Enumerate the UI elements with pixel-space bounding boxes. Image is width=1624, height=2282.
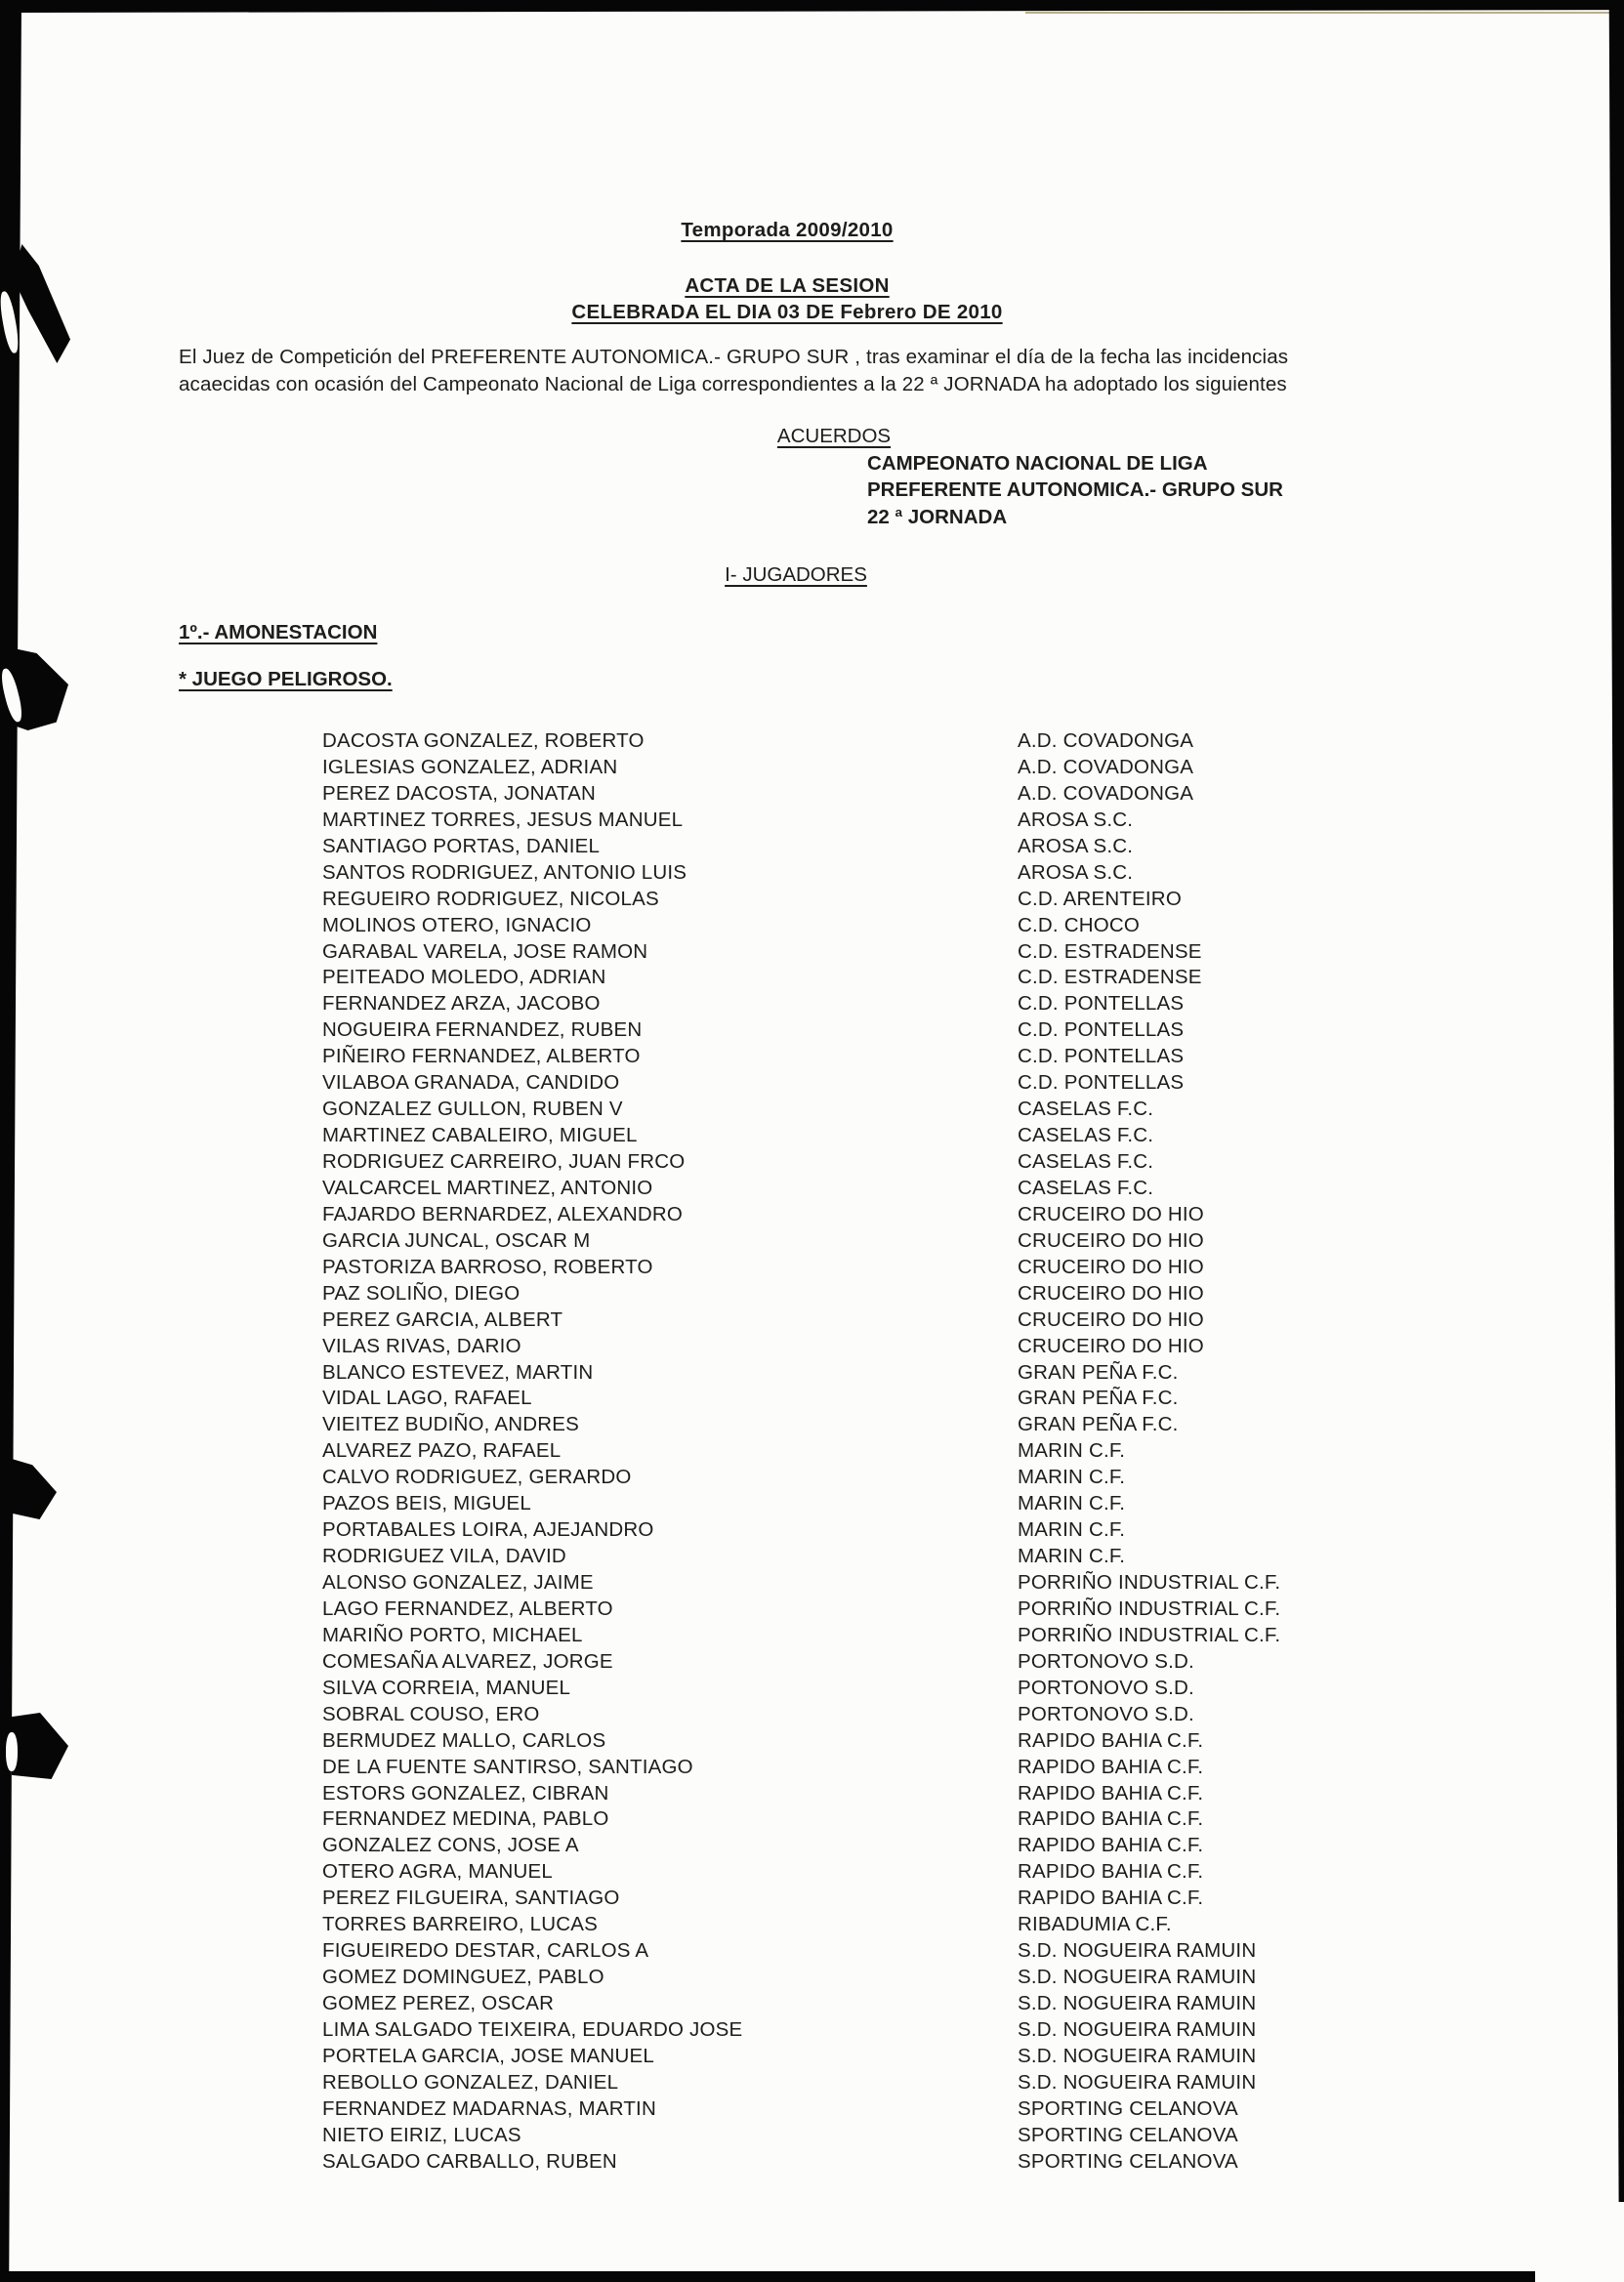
club-name: PORRIÑO INDUSTRIAL C.F.: [1018, 1623, 1281, 1646]
player-name: FERNANDEZ MADARNAS, MARTIN: [322, 2096, 656, 2120]
sanction-row: [322, 1307, 1280, 1334]
player-name: LAGO FERNANDEZ, ALBERTO: [322, 1597, 613, 1620]
sanction-row: [322, 1386, 1280, 1412]
intro-paragraph-line2: acaecidas con ocasión del Campeonato Nacional de Liga correspondientes a la 22 ª JORNADA ha adoptado los siguientes: [179, 372, 1287, 395]
player-name: CALVO RODRIGUEZ, GERARDO: [322, 1466, 632, 1489]
player-name: MARTINEZ TORRES, JESUS MANUEL: [322, 808, 684, 831]
club-name: GRAN PEÑA F.C.: [1018, 1387, 1179, 1410]
player-name: VALCARCEL MARTINEZ, ANTONIO: [322, 1176, 653, 1199]
sanction-row: [322, 1017, 1280, 1044]
player-name: DE LA FUENTE SANTIRSO, SANTIAGO: [322, 1755, 693, 1778]
sanction-row: [322, 1806, 1280, 1833]
club-name: RAPIDO BAHIA C.F.: [1018, 1755, 1204, 1778]
player-name: SANTIAGO PORTAS, DANIEL: [322, 834, 601, 857]
player-name: PORTELA GARCIA, JOSE MANUEL: [322, 2044, 654, 2067]
club-name: MARIN C.F.: [1018, 1518, 1126, 1542]
player-name: ESTORS GONZALEZ, CIBRAN: [322, 1781, 609, 1805]
player-name: FIGUEIREDO DESTAR, CARLOS A: [322, 1939, 649, 1963]
player-name: FERNANDEZ MEDINA, PABLO: [322, 1807, 609, 1831]
scan-artifact-blob-3: [12, 1459, 57, 1519]
player-name: VILAS RIVAS, DARIO: [322, 1334, 521, 1357]
intro-paragraph-line1: El Juez de Competición del PREFERENTE AUTONOMICA.- GRUPO SUR , tras examinar el día de la fecha las incidencias: [179, 346, 1289, 368]
sanction-row: [322, 1149, 1280, 1176]
sanction-row: [322, 913, 1280, 939]
club-name: AROSA S.C.: [1018, 860, 1134, 884]
club-name: CASELAS F.C.: [1018, 1124, 1154, 1147]
session-title-line1: ACTA DE LA SESION: [685, 274, 890, 297]
player-name: NOGUEIRA FERNANDEZ, RUBEN: [322, 1018, 643, 1042]
sanction-row: [322, 1465, 1280, 1491]
player-name: GOMEZ PEREZ, OSCAR: [322, 1992, 555, 2014]
player-name: ALONSO GONZALEZ, JAIME: [322, 1571, 594, 1594]
club-name: PORRIÑO INDUSTRIAL C.F.: [1018, 1597, 1281, 1620]
club-name: RAPIDO BAHIA C.F.: [1018, 1728, 1204, 1752]
sanction-row: [322, 1123, 1280, 1149]
competition-block: [867, 450, 1283, 530]
sanction-row: [322, 2096, 1280, 2123]
player-name: REBOLLO GONZALEZ, DANIEL: [322, 2070, 619, 2094]
club-name: CASELAS F.C.: [1018, 1098, 1154, 1121]
player-name: NIETO EIRIZ, LUCAS: [322, 2123, 521, 2146]
scan-artifact-top-line: [1025, 12, 1624, 14]
player-name: MARTINEZ CABALEIRO, MIGUEL: [322, 1124, 638, 1147]
club-name: CRUCEIRO DO HIO: [1018, 1202, 1204, 1225]
scan-artifact-blob-2: [14, 648, 68, 730]
player-name: SALGADO CARBALLO, RUBEN: [322, 2149, 617, 2173]
sanction-row: [322, 781, 1280, 808]
sanction-row: [322, 1281, 1280, 1307]
player-name: VIDAL LAGO, RAFAEL: [322, 1387, 532, 1410]
player-name: VILABOA GRANADA, CANDIDO: [322, 1071, 620, 1095]
player-name: MOLINOS OTERO, IGNACIO: [322, 913, 592, 936]
sanction-row: [322, 1859, 1280, 1886]
amonestacion-heading: 1º.- AMONESTACION: [179, 621, 378, 643]
session-title-line2: CELEBRADA EL DIA 03 DE Febrero DE 2010: [571, 301, 1003, 323]
sanction-row: [322, 1334, 1280, 1360]
club-name: MARIN C.F.: [1018, 1439, 1126, 1463]
sanction-row: [322, 728, 1280, 755]
player-name: SANTOS RODRIGUEZ, ANTONIO LUIS: [322, 860, 687, 884]
sanction-row: [322, 939, 1280, 966]
sanction-row: [322, 860, 1280, 887]
player-name: BLANCO ESTEVEZ, MARTIN: [322, 1360, 594, 1384]
club-name: MARIN C.F.: [1018, 1492, 1126, 1515]
sanction-row: [322, 1597, 1280, 1623]
club-name: MARIN C.F.: [1018, 1466, 1126, 1489]
club-name: RAPIDO BAHIA C.F.: [1018, 1807, 1204, 1831]
club-name: CRUCEIRO DO HIO: [1018, 1281, 1204, 1305]
club-name: PORRIÑO INDUSTRIAL C.F.: [1018, 1571, 1281, 1594]
club-name: SPORTING CELANOVA: [1018, 2096, 1238, 2120]
club-name: RAPIDO BAHIA C.F.: [1018, 1834, 1204, 1857]
club-name: RAPIDO BAHIA C.F.: [1018, 1860, 1204, 1884]
club-name: S.D. NOGUEIRA RAMUIN: [1018, 1966, 1257, 1989]
sanction-row: [322, 965, 1280, 991]
player-name: VIEITEZ BUDIÑO, ANDRES: [322, 1413, 579, 1436]
competition-line1: CAMPEONATO NACIONAL DE LIGA: [867, 452, 1208, 475]
sanction-row: [322, 887, 1280, 913]
player-name: PORTABALES LOIRA, AJEJANDRO: [322, 1518, 654, 1542]
player-name: RODRIGUEZ CARREIRO, JUAN FRCO: [322, 1150, 686, 1173]
sanction-row: [322, 1176, 1280, 1202]
club-name: GRAN PEÑA F.C.: [1018, 1413, 1179, 1436]
club-name: CRUCEIRO DO HIO: [1018, 1228, 1204, 1252]
sanction-row: [322, 755, 1280, 781]
sanction-row: [322, 2017, 1280, 2044]
player-name: FERNANDEZ ARZA, JACOBO: [322, 992, 601, 1016]
sanction-row: [322, 1438, 1280, 1465]
player-name: PEREZ DACOSTA, JONATAN: [322, 781, 597, 805]
sanction-row: [322, 1755, 1280, 1781]
club-name: CRUCEIRO DO HIO: [1018, 1307, 1204, 1331]
club-name: PORTONOVO S.D.: [1018, 1702, 1194, 1725]
player-name: GONZALEZ CONS, JOSE A: [322, 1834, 579, 1857]
sanction-row: [322, 1491, 1280, 1517]
club-name: C.D. ARENTEIRO: [1018, 887, 1182, 910]
club-name: S.D. NOGUEIRA RAMUIN: [1018, 1939, 1257, 1963]
player-name: TORRES BARREIRO, LUCAS: [322, 1913, 598, 1936]
scan-artifact-bottom-bar: [0, 2271, 1535, 2282]
club-name: C.D. ESTRADENSE: [1018, 939, 1202, 963]
sanction-row: [322, 1991, 1280, 2017]
competition-line2: PREFERENTE AUTONOMICA.- GRUPO SUR: [867, 478, 1283, 502]
player-name: DACOSTA GONZALEZ, ROBERTO: [322, 729, 645, 752]
club-name: S.D. NOGUEIRA RAMUIN: [1018, 2017, 1257, 2041]
club-name: GRAN PEÑA F.C.: [1018, 1360, 1179, 1384]
intro-paragraph: [179, 344, 1288, 397]
club-name: S.D. NOGUEIRA RAMUIN: [1018, 2044, 1257, 2067]
club-name: PORTONOVO S.D.: [1018, 1649, 1194, 1673]
club-name: RAPIDO BAHIA C.F.: [1018, 1887, 1204, 1910]
club-name: C.D. CHOCO: [1018, 913, 1140, 936]
club-name: S.D. NOGUEIRA RAMUIN: [1018, 2070, 1257, 2094]
player-name: COMESAÑA ALVAREZ, JORGE: [322, 1649, 613, 1673]
juego-peligroso-heading: * JUEGO PELIGROSO.: [179, 668, 393, 690]
scan-artifact-blob-4: [12, 1713, 68, 1779]
player-name: PEREZ FILGUEIRA, SANTIAGO: [322, 1887, 620, 1910]
sanction-row: [322, 834, 1280, 860]
competition-line3: 22 ª JORNADA: [867, 505, 1008, 528]
sanction-row: [322, 2070, 1280, 2096]
club-name: C.D. PONTELLAS: [1018, 1045, 1185, 1068]
player-name: GOMEZ DOMINGUEZ, PABLO: [322, 1966, 604, 1989]
player-name: GARABAL VARELA, JOSE RAMON: [322, 939, 648, 963]
sanction-row: [322, 1070, 1280, 1097]
player-name: IGLESIAS GONZALEZ, ADRIAN: [322, 755, 618, 778]
player-name: PAZ SOLIÑO, DIEGO: [322, 1281, 521, 1305]
sanction-row: [322, 808, 1280, 834]
club-name: A.D. COVADONGA: [1018, 781, 1194, 805]
club-name: S.D. NOGUEIRA RAMUIN: [1018, 1992, 1257, 2014]
players-section-heading: I- JUGADORES: [725, 563, 867, 586]
club-name: A.D. COVADONGA: [1018, 729, 1194, 752]
club-name: C.D. PONTELLAS: [1018, 1071, 1185, 1095]
sanction-row: [322, 1965, 1280, 1991]
sanction-row: [322, 1728, 1280, 1755]
club-name: CASELAS F.C.: [1018, 1150, 1154, 1173]
sanction-row: [322, 1570, 1280, 1597]
club-name: AROSA S.C.: [1018, 834, 1134, 857]
club-name: C.D. PONTELLAS: [1018, 992, 1185, 1016]
scan-artifact-right-strip: [1606, 0, 1624, 2202]
sanction-row: [322, 1938, 1280, 1965]
sanction-row: [322, 1360, 1280, 1387]
season-title: Temporada 2009/2010: [681, 219, 894, 241]
sanction-row: [322, 1517, 1280, 1544]
sanction-row: [322, 1886, 1280, 1912]
player-name: PEREZ GARCIA, ALBERT: [322, 1307, 563, 1331]
sanction-row: [322, 2044, 1280, 2070]
player-name: BERMUDEZ MALLO, CARLOS: [322, 1728, 606, 1752]
sanction-row: [322, 1255, 1280, 1281]
player-name: GONZALEZ GULLON, RUBEN V: [322, 1098, 623, 1121]
player-name: PAZOS BEIS, MIGUEL: [322, 1492, 531, 1515]
player-name: RODRIGUEZ VILA, DAVID: [322, 1545, 566, 1568]
sanction-row: [322, 1781, 1280, 1807]
sanction-row: [322, 1412, 1280, 1438]
club-name: PORTONOVO S.D.: [1018, 1676, 1194, 1699]
sanction-row: [322, 1044, 1280, 1070]
club-name: RAPIDO BAHIA C.F.: [1018, 1781, 1204, 1805]
club-name: CASELAS F.C.: [1018, 1176, 1154, 1199]
player-name: PASTORIZA BARROSO, ROBERTO: [322, 1255, 653, 1278]
club-name: C.D. ESTRADENSE: [1018, 966, 1202, 989]
club-name: MARIN C.F.: [1018, 1545, 1126, 1568]
sanction-row: [322, 1702, 1280, 1728]
player-name: LIMA SALGADO TEIXEIRA, EDUARDO JOSE: [322, 2017, 743, 2041]
player-name: FAJARDO BERNARDEZ, ALEXANDRO: [322, 1202, 683, 1225]
player-name: SOBRAL COUSO, ERO: [322, 1702, 540, 1725]
club-name: A.D. COVADONGA: [1018, 755, 1194, 778]
sanction-row: [322, 991, 1280, 1017]
club-name: CRUCEIRO DO HIO: [1018, 1255, 1204, 1278]
player-name: SILVA CORREIA, MANUEL: [322, 1676, 571, 1699]
player-name: OTERO AGRA, MANUEL: [322, 1860, 553, 1884]
club-name: SPORTING CELANOVA: [1018, 2123, 1238, 2146]
sanction-row: [322, 1676, 1280, 1702]
player-name: REGUEIRO RODRIGUEZ, NICOLAS: [322, 887, 659, 910]
club-name: C.D. PONTELLAS: [1018, 1018, 1185, 1042]
sanction-row: [322, 2149, 1280, 2176]
player-name: PIÑEIRO FERNANDEZ, ALBERTO: [322, 1045, 641, 1068]
sanction-row: [322, 1649, 1280, 1676]
player-name: MARIÑO PORTO, MICHAEL: [322, 1623, 583, 1646]
sanction-row: [322, 1544, 1280, 1570]
sanction-row: [322, 1912, 1280, 1938]
player-name: PEITEADO MOLEDO, ADRIAN: [322, 966, 606, 989]
sanction-row: [322, 1097, 1280, 1123]
club-name: AROSA S.C.: [1018, 808, 1134, 831]
club-name: RIBADUMIA C.F.: [1018, 1913, 1172, 1936]
sanction-row: [322, 2123, 1280, 2149]
club-name: CRUCEIRO DO HIO: [1018, 1334, 1204, 1357]
sanction-row: [322, 1623, 1280, 1649]
club-name: SPORTING CELANOVA: [1018, 2149, 1238, 2173]
sanction-row: [322, 1202, 1280, 1228]
sanction-row: [322, 1833, 1280, 1859]
scan-artifact-notch-4: [6, 1732, 18, 1771]
player-name: GARCIA JUNCAL, OSCAR M: [322, 1228, 591, 1252]
player-name: ALVAREZ PAZO, RAFAEL: [322, 1439, 562, 1463]
acuerdos-heading: ACUERDOS: [776, 425, 892, 447]
sanctions-list: [322, 728, 1280, 2176]
sanction-row: [322, 1228, 1280, 1255]
